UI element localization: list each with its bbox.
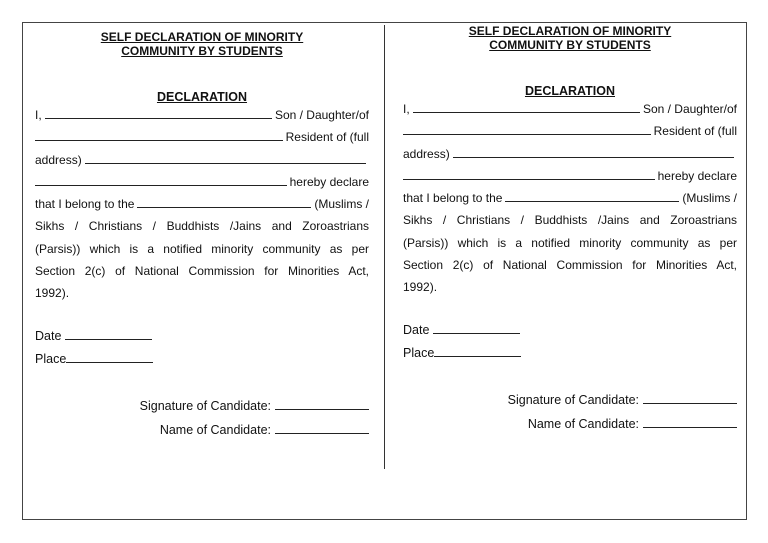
declaration-body [403,98,737,299]
place-label: Place [35,351,67,366]
resident-label: Resident of (full [653,124,737,139]
resident-label: Resident of (full [285,130,369,145]
declaration-heading: DECLARATION [524,84,616,98]
signature-blank[interactable] [643,392,737,404]
declaration-form-right [403,24,737,436]
candidate-name-field-blank[interactable] [275,422,369,434]
signature-block [403,388,737,436]
declaration-line-8: Section 2(c) of National Commission for Minorities Act, [403,258,737,273]
date-label: Date [403,322,430,337]
declaration-line-6: Sikhs / Christians / Buddhists /Jains and Zoroastrians [403,213,737,228]
address-blank-2[interactable] [35,174,287,186]
candidate-name-blank[interactable] [45,107,272,119]
declaration-line-9: 1992). [35,286,70,301]
candidate-name-label: Name of Candidate: [527,416,639,431]
declaration-line-7: (Parsis)) which is a notified minority community as per [35,241,369,256]
declaration-line-8: Section 2(c) of National Commission for Minorities Act, [35,264,369,279]
candidate-name-field-blank[interactable] [643,416,737,428]
address-blank-1[interactable] [453,146,734,158]
parent-name-blank[interactable] [35,129,283,141]
declare-label: hereby declare [289,174,369,189]
belong-label: that I belong to the [35,197,135,212]
date-blank[interactable] [433,322,520,334]
religions-start: (Muslims / [682,191,737,206]
relation-label: Son / Daughter/of [642,102,737,116]
name-prefix: I, [403,102,410,116]
name-prefix: I, [35,108,42,122]
address-blank-2[interactable] [403,168,655,180]
religions-start: (Muslims / [314,197,369,212]
declare-label: hereby declare [657,168,737,183]
declaration-form-left [35,30,369,442]
declaration-heading: DECLARATION [156,90,248,104]
declaration-line-6: Sikhs / Christians / Buddhists /Jains and Zoroastrians [35,219,369,234]
form-title-line2: COMMUNITY BY STUDENTS [121,44,283,58]
form-title-line1: SELF DECLARATION OF MINORITY [100,30,304,44]
declaration-line-9: 1992). [403,280,438,295]
column-divider [384,25,385,469]
community-blank[interactable] [505,190,679,202]
address-blank-1[interactable] [85,152,366,164]
place-blank[interactable] [66,351,153,363]
place-blank[interactable] [434,345,521,357]
candidate-name-blank[interactable] [413,101,640,113]
signature-label: Signature of Candidate: [507,392,639,407]
date-place-block [35,325,369,371]
form-title-line2: COMMUNITY BY STUDENTS [489,38,651,52]
community-blank[interactable] [137,196,311,208]
date-blank[interactable] [65,328,152,340]
candidate-name-label: Name of Candidate: [159,422,271,437]
address-label: address) [403,146,450,161]
signature-label: Signature of Candidate: [139,398,271,413]
belong-label: that I belong to the [403,191,503,206]
signature-block [35,394,369,442]
declaration-body [35,104,369,305]
signature-blank[interactable] [275,398,369,410]
parent-name-blank[interactable] [403,123,651,135]
form-title-line1: SELF DECLARATION OF MINORITY [468,24,672,38]
date-place-block [403,319,737,365]
place-label: Place [403,345,435,360]
relation-label: Son / Daughter/of [274,108,369,122]
declaration-line-7: (Parsis)) which is a notified minority community as per [403,235,737,250]
address-label: address) [35,152,82,167]
date-label: Date [35,328,62,343]
